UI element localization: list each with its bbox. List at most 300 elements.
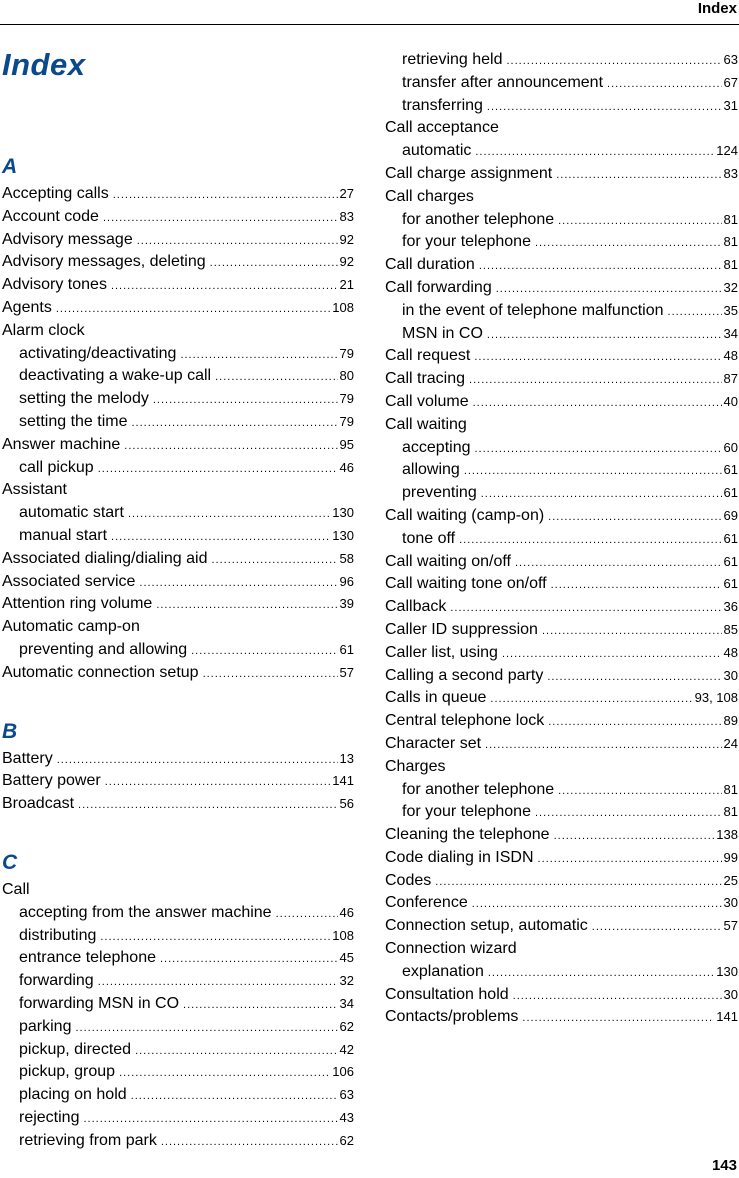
dot-leader <box>507 50 722 73</box>
index-page-ref: 34 <box>723 325 738 341</box>
index-term: Advisory tones <box>2 276 107 294</box>
index-page-ref: 92 <box>339 254 354 270</box>
index-entry <box>385 870 738 893</box>
index-page-ref: 130 <box>332 527 354 543</box>
dot-leader <box>469 369 722 392</box>
index-page-ref: 32 <box>723 279 738 295</box>
index-page-ref: 62 <box>339 1018 354 1034</box>
dot-leader <box>111 275 338 298</box>
index-page-ref: 96 <box>339 573 354 589</box>
dot-leader <box>131 1085 338 1108</box>
index-term: distributing <box>19 926 97 944</box>
index-entry <box>2 879 354 902</box>
index-term: Code dialing in ISDN <box>385 848 534 866</box>
index-page-ref: 61 <box>723 485 738 501</box>
index-term: Attention ring volume <box>2 595 153 613</box>
dot-leader <box>547 666 721 689</box>
index-term: pickup, directed <box>19 1040 132 1058</box>
index-subentry <box>2 902 354 925</box>
dot-leader <box>592 916 722 939</box>
index-term: entrance telephone <box>19 949 156 967</box>
index-page-ref: 79 <box>339 391 354 407</box>
dot-leader <box>139 572 337 595</box>
dot-leader <box>475 438 722 461</box>
index-page-ref: 108 <box>332 299 354 315</box>
index-term: for another telephone <box>402 210 555 228</box>
index-subentry <box>2 411 354 434</box>
index-term: Associated service <box>2 572 136 590</box>
dot-leader <box>607 73 722 96</box>
index-term: accepting <box>402 438 471 456</box>
index-entry <box>385 710 738 733</box>
index-term: Cleaning the telephone <box>385 826 550 844</box>
index-page-ref: 81 <box>723 257 738 273</box>
dot-leader <box>161 1131 338 1154</box>
index-page-ref: 79 <box>339 345 354 361</box>
dot-leader <box>558 780 721 803</box>
index-subentry <box>385 140 738 163</box>
index-subentry <box>2 1130 354 1153</box>
index-entry <box>2 616 354 639</box>
index-entry <box>2 662 354 685</box>
index-term: Broadcast <box>2 795 75 813</box>
index-page-ref: 31 <box>723 97 738 113</box>
dot-leader <box>203 663 338 686</box>
dot-leader <box>183 994 337 1017</box>
index-term: Call request <box>385 347 471 365</box>
dot-leader <box>105 771 331 794</box>
index-term: Call volume <box>385 392 469 410</box>
index-term: Caller list, using <box>385 643 498 661</box>
index-page-ref: 87 <box>723 371 738 387</box>
dot-leader <box>474 346 721 369</box>
index-term: Connection setup, automatic <box>385 917 588 935</box>
dot-leader <box>551 574 722 597</box>
index-page-ref: 30 <box>723 986 738 1002</box>
index-page-ref: 46 <box>339 459 354 475</box>
index-subentry <box>385 437 738 460</box>
section-letter-a: A <box>2 155 18 178</box>
index-page-ref: 95 <box>339 436 354 452</box>
index-entry <box>385 733 738 756</box>
index-term: preventing and allowing <box>19 640 188 658</box>
index-entry <box>385 619 738 642</box>
index-entry <box>2 748 354 771</box>
dot-leader <box>119 1062 330 1085</box>
index-term: transfer after announcement <box>402 73 604 91</box>
dot-leader <box>56 298 330 321</box>
index-subentry <box>2 365 354 388</box>
index-term: Advisory message <box>2 230 133 248</box>
index-term: Associated dialing/dialing aid <box>2 549 208 567</box>
index-term: tone off <box>402 529 456 547</box>
index-term: Consultation hold <box>385 985 509 1003</box>
index-page-ref: 60 <box>723 439 738 455</box>
index-entry <box>385 1006 738 1029</box>
index-page-ref: 106 <box>332 1064 354 1080</box>
index-subentry <box>385 231 738 254</box>
index-entry <box>2 274 354 297</box>
dot-leader <box>210 252 338 275</box>
index-term: setting the melody <box>19 390 149 408</box>
index-page-ref: 130 <box>716 963 738 979</box>
index-subentry <box>385 459 738 482</box>
header-rule <box>0 24 739 25</box>
index-page-ref: 35 <box>723 302 738 318</box>
index-page-ref: 30 <box>723 895 738 911</box>
dot-leader <box>496 278 722 301</box>
index-term: Call <box>2 880 30 898</box>
index-page-ref: 79 <box>339 413 354 429</box>
dot-leader <box>548 711 721 734</box>
dot-leader <box>98 458 338 481</box>
index-term: call pickup <box>19 458 94 476</box>
index-page-ref: 63 <box>723 52 738 67</box>
index-subentry <box>2 993 354 1016</box>
index-subentry <box>385 49 738 72</box>
dot-leader <box>473 392 722 415</box>
index-subentry <box>2 343 354 366</box>
dot-leader <box>124 435 337 458</box>
index-term: forwarding MSN in CO <box>19 994 180 1012</box>
index-entry <box>385 892 738 915</box>
index-page-ref: 13 <box>339 750 354 766</box>
index-page-ref: 34 <box>339 995 354 1011</box>
index-entry <box>2 770 354 793</box>
index-term: Alarm clock <box>2 321 85 339</box>
index-term: for your telephone <box>402 233 531 251</box>
index-page-ref: 61 <box>339 641 354 657</box>
index-entry <box>385 824 738 847</box>
index-term: automatic <box>402 142 472 160</box>
index-page-ref: 83 <box>339 208 354 224</box>
index-entry <box>385 414 738 437</box>
dot-leader <box>558 210 721 233</box>
index-term: Battery power <box>2 772 101 790</box>
index-page-ref: 30 <box>723 667 738 683</box>
index-entry <box>385 163 738 186</box>
index-subentry <box>2 1039 354 1062</box>
index-page-ref: 24 <box>723 735 738 751</box>
index-entry <box>385 665 738 688</box>
dot-leader <box>485 734 721 757</box>
index-term: Call waiting on/off <box>385 552 511 570</box>
index-term: Central telephone lock <box>385 712 545 730</box>
index-entry <box>2 320 354 343</box>
index-entry <box>385 551 738 574</box>
index-term: setting the time <box>19 412 128 430</box>
index-term: Callback <box>385 598 447 616</box>
index-entry <box>2 183 354 206</box>
index-page-ref: 62 <box>339 1132 354 1148</box>
index-subentry <box>2 1084 354 1107</box>
dot-leader <box>276 903 338 926</box>
index-page-ref: 141 <box>332 773 354 789</box>
index-entry <box>385 345 738 368</box>
index-entry <box>2 229 354 252</box>
index-page-ref: 92 <box>339 231 354 247</box>
index-subentry <box>385 95 738 118</box>
index-term: Call charges <box>385 187 474 205</box>
dot-leader <box>538 848 722 871</box>
page-title: Index <box>2 47 86 82</box>
index-page-ref: 138 <box>716 827 738 843</box>
index-subentry <box>2 502 354 525</box>
dot-leader <box>435 871 721 894</box>
index-page-ref: 81 <box>723 804 738 820</box>
dot-leader <box>502 643 722 666</box>
index-page-ref: 93, 108 <box>694 690 738 706</box>
index-page-ref: 48 <box>723 348 738 364</box>
index-page-ref: 27 <box>339 186 354 201</box>
index-subentry <box>2 388 354 411</box>
index-term: retrieving held <box>402 51 503 68</box>
index-term: MSN in CO <box>402 324 483 342</box>
index-term: Automatic camp-on <box>2 618 140 636</box>
index-subentry <box>2 1061 354 1084</box>
index-term: Battery <box>2 749 53 767</box>
dot-leader <box>450 597 721 620</box>
dot-leader <box>57 749 338 772</box>
index-term: Caller ID suppression <box>385 620 538 638</box>
section-letter-c: C <box>2 850 18 874</box>
dot-leader <box>490 688 692 711</box>
index-subentry <box>2 457 354 480</box>
index-page-ref: 21 <box>339 277 354 293</box>
dot-leader <box>472 893 722 916</box>
page-number: 143 <box>711 1157 737 1174</box>
index-term: Call waiting tone on/off <box>385 575 547 593</box>
index-subentry <box>2 639 354 662</box>
index-term: Agents <box>2 298 52 316</box>
index-page-ref: 25 <box>723 872 738 888</box>
dot-leader <box>135 1040 337 1063</box>
index-term: transferring <box>402 96 483 114</box>
dot-leader <box>481 483 722 506</box>
index-entry <box>385 915 738 938</box>
index-subentry <box>385 779 738 802</box>
index-entry <box>2 479 354 502</box>
index-term: Call tracing <box>385 370 466 388</box>
dot-leader <box>98 971 338 994</box>
index-term: in the event of telephone malfunction <box>402 301 664 319</box>
index-term: Conference <box>385 894 468 912</box>
index-subentry <box>385 300 738 323</box>
dot-leader <box>128 503 330 526</box>
dot-leader <box>100 926 330 949</box>
section-letter-b: B <box>2 719 18 743</box>
index-subentry <box>2 525 354 548</box>
index-page-ref: 36 <box>723 599 738 615</box>
index-term: accepting from the answer machine <box>19 903 272 921</box>
index-entry <box>385 117 738 140</box>
dot-leader <box>535 232 722 255</box>
dot-leader <box>548 506 721 529</box>
dot-leader <box>554 825 715 848</box>
index-page-ref: 69 <box>723 507 738 523</box>
index-term: Accepting calls <box>2 185 109 202</box>
index-entry <box>385 642 738 665</box>
index-subentry <box>2 970 354 993</box>
dot-leader <box>535 802 722 825</box>
dot-leader <box>78 794 337 817</box>
index-term: Call waiting <box>385 415 467 433</box>
index-term: Call charge assignment <box>385 164 553 182</box>
index-subentry <box>385 72 738 95</box>
index-page-ref: 61 <box>723 462 738 478</box>
index-page-ref: 43 <box>339 1109 354 1125</box>
running-head-title: Index <box>697 0 737 17</box>
dot-leader <box>487 96 722 119</box>
index-term: Call duration <box>385 256 475 274</box>
index-subentry <box>385 801 738 824</box>
index-term: Account code <box>2 207 99 225</box>
dot-leader <box>215 366 337 389</box>
index-term: retrieving from park <box>19 1131 157 1149</box>
index-term: rejecting <box>19 1108 80 1126</box>
index-entry <box>385 368 738 391</box>
index-term: Call acceptance <box>385 119 499 137</box>
dot-leader <box>668 301 722 324</box>
dot-leader <box>211 549 337 572</box>
dot-leader <box>75 1017 337 1040</box>
index-page-ref: 141 <box>716 1009 738 1025</box>
index-entry <box>385 984 738 1007</box>
index-entry <box>385 847 738 870</box>
index-term: activating/deactivating <box>19 344 177 362</box>
index-entry <box>385 756 738 779</box>
index-column-left <box>2 151 354 1152</box>
index-entry <box>2 251 354 274</box>
index-term: Advisory messages, deleting <box>2 253 206 271</box>
index-subentry <box>385 528 738 551</box>
index-term: pickup, group <box>19 1063 116 1081</box>
index-page-ref: 61 <box>723 553 738 569</box>
index-term: Charges <box>385 757 446 775</box>
dot-leader <box>479 255 722 278</box>
index-entry <box>2 206 354 229</box>
index-page-ref: 81 <box>723 781 738 797</box>
index-entry <box>2 793 354 816</box>
index-entry <box>385 505 738 528</box>
index-term: Answer machine <box>2 435 121 453</box>
index-page-ref: 83 <box>723 165 738 181</box>
dot-leader <box>459 529 721 552</box>
index-term: Assistant <box>2 481 67 499</box>
index-subentry <box>385 961 738 984</box>
dot-leader <box>180 344 337 367</box>
index-page-ref: 32 <box>339 973 354 989</box>
index-term: explanation <box>402 962 484 980</box>
index-page-ref: 89 <box>723 713 738 729</box>
index-term: forwarding <box>19 972 94 990</box>
index-term: Automatic connection setup <box>2 663 199 681</box>
index-page-ref: 46 <box>339 904 354 920</box>
dot-leader <box>132 412 338 435</box>
index-term: Call forwarding <box>385 278 492 296</box>
index-page-ref: 63 <box>339 1087 354 1103</box>
index-term: Call waiting (camp-on) <box>385 506 545 524</box>
index-page-ref: 56 <box>339 796 354 812</box>
index-term: preventing <box>402 484 477 502</box>
dot-leader <box>137 230 338 253</box>
index-entry <box>385 254 738 277</box>
index-page-ref: 61 <box>723 530 738 546</box>
index-page-ref: 39 <box>339 596 354 612</box>
dot-leader <box>111 526 330 549</box>
index-entry <box>385 277 738 300</box>
index-subentry <box>2 1016 354 1039</box>
index-page-ref: 108 <box>332 927 354 943</box>
index-term: Contacts/problems <box>385 1008 519 1026</box>
index-term: manual start <box>19 526 108 544</box>
index-subentry <box>2 1107 354 1130</box>
dot-leader <box>556 164 721 187</box>
index-page-ref: 48 <box>723 644 738 660</box>
dot-leader <box>160 948 338 971</box>
index-term: for your telephone <box>402 803 531 821</box>
index-entry <box>385 596 738 619</box>
index-page-ref: 124 <box>716 143 738 159</box>
index-entry <box>2 434 354 457</box>
index-page-ref: 45 <box>339 950 354 966</box>
dot-leader <box>475 141 714 164</box>
index-page-ref: 99 <box>723 849 738 865</box>
index-term: placing on hold <box>19 1086 127 1104</box>
index-term: parking <box>19 1017 72 1035</box>
dot-leader <box>515 552 722 575</box>
dot-leader <box>156 594 337 617</box>
dot-leader <box>513 985 722 1008</box>
index-entry <box>385 391 738 414</box>
index-entry <box>2 593 354 616</box>
index-page-ref: 61 <box>723 576 738 592</box>
index-term: allowing <box>402 461 460 479</box>
index-column-right <box>385 49 738 1029</box>
index-page-ref: 130 <box>332 505 354 521</box>
dot-leader <box>103 207 338 230</box>
index-term: for another telephone <box>402 780 555 798</box>
dot-leader <box>522 1007 714 1030</box>
dot-leader <box>113 184 338 207</box>
dot-leader <box>487 324 722 347</box>
index-subentry <box>385 482 738 505</box>
index-page-ref: 42 <box>339 1041 354 1057</box>
index-page-ref: 57 <box>339 664 354 680</box>
index-page-ref: 40 <box>723 393 738 409</box>
index-entry <box>385 186 738 209</box>
dot-leader <box>464 460 722 483</box>
dot-leader <box>83 1108 337 1131</box>
index-entry <box>2 548 354 571</box>
dot-leader <box>153 389 338 412</box>
index-page-ref: 81 <box>723 211 738 227</box>
index-subentry <box>2 947 354 970</box>
index-page-ref: 85 <box>723 621 738 637</box>
index-page-ref: 57 <box>723 918 738 934</box>
index-term: Codes <box>385 871 432 889</box>
index-subentry <box>385 209 738 232</box>
index-subentry <box>2 925 354 948</box>
index-subentry <box>385 323 738 346</box>
index-page-ref: 67 <box>723 74 738 90</box>
index-page-ref: 80 <box>339 368 354 384</box>
index-term: Calls in queue <box>385 689 487 707</box>
index-entry <box>385 938 738 961</box>
index-page-ref: 58 <box>339 550 354 566</box>
index-term: Connection wizard <box>385 940 517 958</box>
index-page-ref: 81 <box>723 234 738 250</box>
